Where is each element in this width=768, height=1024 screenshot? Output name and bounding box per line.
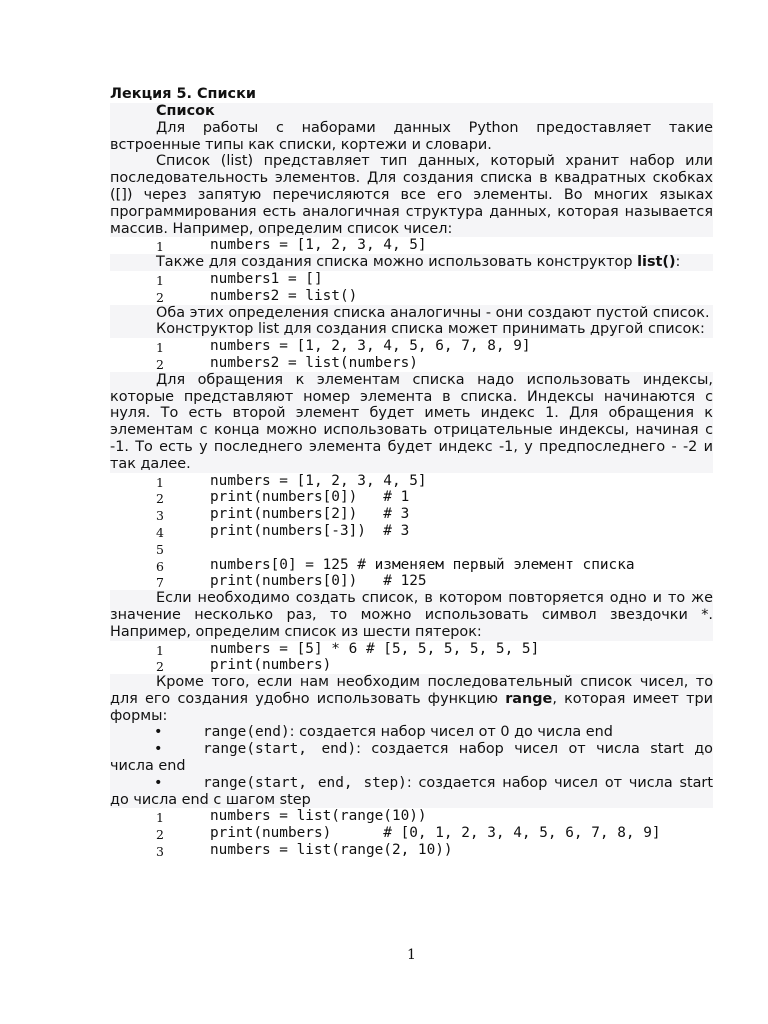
code-text: print(numbers) # [0, 1, 2, 3, 4, 5, 6, 7, 8, 9] (210, 825, 661, 842)
line-number: 1 (156, 239, 164, 255)
code-text: print(numbers[-3]) # 3 (210, 522, 410, 539)
bullet-icon: • (154, 774, 163, 791)
paragraph: Оба этих определения списка аналогичны - они создают пустой список. (110, 305, 713, 322)
code-block (110, 808, 713, 858)
line-number: 3 (156, 508, 164, 524)
code-text: numbers = list(range(10)) (210, 808, 427, 825)
code-line (110, 842, 713, 859)
paragraph-text: Также для создания списка можно использовать конструктор (156, 254, 638, 271)
code-block (110, 237, 713, 254)
line-number: 5 (156, 541, 164, 557)
list-item (110, 724, 713, 741)
code-line (110, 271, 713, 288)
line-number: 4 (156, 524, 164, 540)
line-number: 1 (156, 810, 164, 826)
code-line (110, 808, 713, 825)
code-block (110, 338, 713, 372)
line-number: 7 (156, 575, 164, 591)
paragraph-text: Кроме того, если нам необходим последовательный список чисел, то для его создания удобно использовать функцию (110, 674, 713, 707)
code-line (110, 557, 713, 574)
code-line (110, 506, 713, 523)
inline-bold: range (505, 690, 553, 707)
code-line (110, 540, 713, 557)
code-text: numbers2 = list(numbers) (210, 354, 418, 371)
inline-code: range(start, end) (203, 741, 357, 758)
line-number: 2 (156, 659, 164, 675)
line-number: 1 (156, 272, 164, 288)
paragraph: Для обращения к элементам списка надо использовать индексы, которые представляют номер элемента в списка. Индексы начинаются с нуля. То есть второй элемент будет иметь индекс 1. Для обращения к элементам с конца можно использовать отрицательные индексы, начиная с -1. То есть у последнего элемента будет индекс -1, у предпоследнего - -2 и так далее. (110, 371, 713, 472)
code-line (110, 573, 713, 590)
line-number: 2 (156, 491, 164, 507)
code-line (110, 237, 713, 254)
list-item-text: : создается набор чисел от числа start до числа end с шагом step (110, 774, 713, 808)
line-number: 3 (156, 844, 164, 860)
list-item (110, 775, 713, 809)
line-number: 2 (156, 356, 164, 372)
code-line (110, 338, 713, 355)
paragraph-tail: : (675, 254, 681, 271)
inline-code: range(start, end, step) (203, 774, 407, 791)
bullet-icon: • (154, 724, 163, 741)
paragraph (110, 254, 713, 271)
code-text: numbers = [5] * 6 # [5, 5, 5, 5, 5, 5] (210, 640, 540, 657)
paragraph: Если необходимо создать список, в котором повторяется одно и то же значение несколько раз, то можно использовать символ звездочки *. Например, определим список из шести пятерок: (110, 590, 713, 640)
code-line (110, 473, 713, 490)
line-number: 2 (156, 289, 164, 305)
code-block (110, 641, 713, 675)
code-text: print(numbers[0]) # 1 (210, 489, 410, 506)
code-text: numbers = [1, 2, 3, 4, 5, 6, 7, 8, 9] (210, 338, 531, 355)
inline-bold: list() (637, 254, 676, 271)
document-body (110, 86, 713, 859)
bullet-list (110, 724, 713, 808)
paragraph (110, 674, 713, 724)
code-line (110, 641, 713, 658)
inline-code: range(end) (203, 724, 290, 741)
paragraph: Список (list) представляет тип данных, который хранит набор или последовательность элементов. Для создания списка в квадратных скобках ([]) через запятую перечисляются все его элементы. Во многих языках программирования есть аналогичная структура данных, которая называется массив. Например, определим список чисел: (110, 153, 713, 237)
code-block (110, 473, 713, 591)
code-text: print(numbers[2]) # 3 (210, 506, 410, 523)
code-text: print(numbers) (210, 657, 332, 674)
code-text: print(numbers[0]) # 125 (210, 573, 427, 590)
code-line (110, 489, 713, 506)
code-text: numbers = [1, 2, 3, 4, 5] (210, 237, 427, 254)
code-line (110, 355, 713, 372)
list-item-text: : создается набор чисел от числа start до числа end (110, 741, 713, 775)
list-item (110, 741, 713, 775)
line-number: 6 (156, 558, 164, 574)
code-line (110, 657, 713, 674)
section-heading: Список (110, 103, 713, 120)
list-item-text: : создается набор чисел от 0 до числа end (289, 724, 613, 741)
line-number: 1 (156, 642, 164, 658)
page-title: Лекция 5. Списки (110, 86, 256, 102)
paragraph: Конструктор list для создания списка может принимать другой список: (110, 321, 713, 338)
paragraph-tail: , которая имеет три формы: (110, 690, 713, 724)
code-text: numbers2 = list() (210, 287, 358, 304)
code-block (110, 271, 713, 305)
line-number: 1 (156, 474, 164, 490)
bullet-icon: • (154, 741, 163, 758)
code-line (110, 523, 713, 540)
code-text: numbers = list(range(2, 10)) (210, 842, 453, 859)
page-number: 1 (407, 947, 416, 963)
code-text: numbers[0] = 125 # изменяем первый элемент списка (210, 556, 635, 573)
code-line (110, 288, 713, 305)
code-text: numbers = [1, 2, 3, 4, 5] (210, 472, 427, 489)
code-text: numbers1 = [] (210, 270, 323, 287)
paragraph: Для работы с наборами данных Python предоставляет такие встроенные типы как списки, кортежи и словари. (110, 119, 713, 153)
line-number: 1 (156, 340, 164, 356)
line-number: 2 (156, 827, 164, 843)
code-line (110, 825, 713, 842)
